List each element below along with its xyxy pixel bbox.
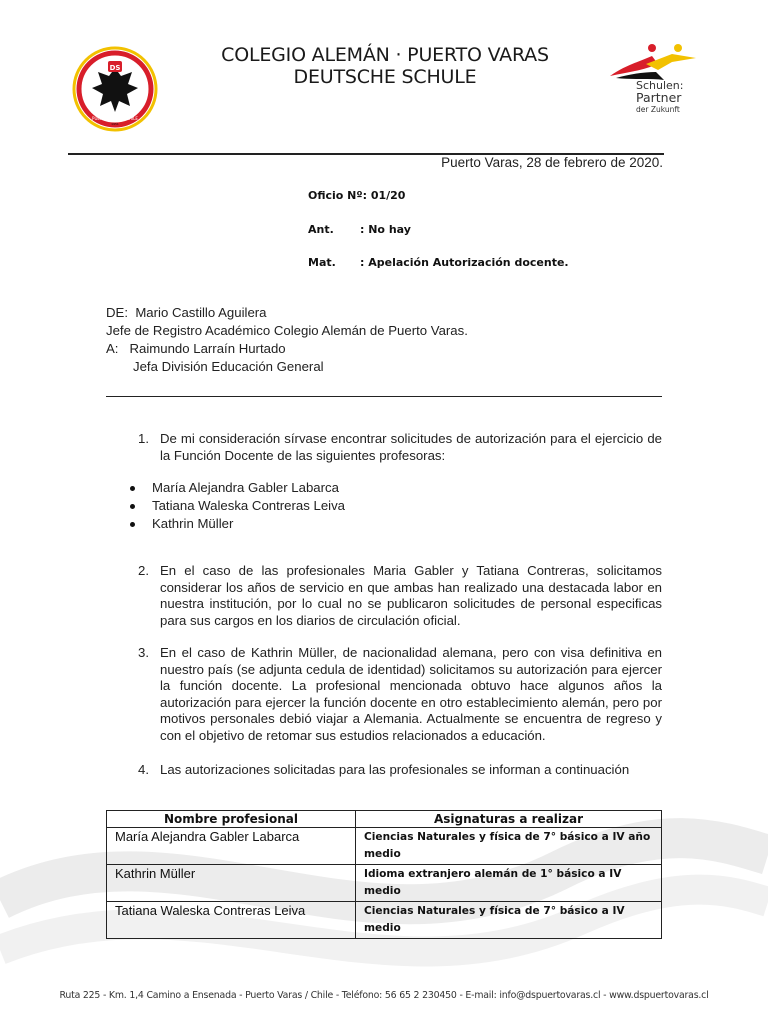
partner-line1: Schulen: bbox=[636, 79, 684, 92]
sender-divider bbox=[106, 396, 662, 397]
paragraph-2-number: 2. bbox=[138, 563, 149, 578]
paragraph-3-text: En el caso de Kathrin Müller, de nacionalidad alemana, pero con visa definitiva en nuestro país (se adjunta cedula de identidad) solicitamos su autorización para ejercer la función docente. La profesional mencionada obtuvo hace algunos años la autorización para ejercer la función docente en otro establecimiento alemán, pero por motivos personales debió viajar a Alemania. Actualmente se encuentra de regreso y con el objetivo de retomar sus estudios relacionados a educación. bbox=[160, 645, 662, 743]
partner-line2: Partner bbox=[636, 90, 682, 105]
paragraph-4-number: 4. bbox=[138, 762, 149, 777]
list-item: María Alejandra Gabler Labarca bbox=[128, 480, 345, 498]
table-cell-name: María Alejandra Gabler Labarca bbox=[107, 828, 356, 865]
table-header-name: Nombre profesional bbox=[107, 811, 356, 828]
de-role: Jefe de Registro Académico Colegio Alemán de Puerto Varas. bbox=[106, 323, 468, 338]
paragraph-1-text: De mi consideración sírvase encontrar solicitudes de autorización para el ejercicio de la Función Docente de las siguientes profesoras: bbox=[160, 431, 662, 463]
de-line bbox=[106, 304, 666, 322]
de-label: DE: bbox=[106, 305, 128, 320]
footer-contact: Ruta 225 - Km. 1,4 Camino a Ensenada - Puerto Varas / Chile - Teléfono: 56 65 2 230450 - E-mail: info@dspuertovaras.cl - www.dspuertovaras.cl bbox=[59, 990, 709, 1001]
ant-line bbox=[308, 223, 411, 236]
mat-value: : Apelación Autorización docente. bbox=[360, 256, 569, 269]
de-name: Mario Castillo Aguilera bbox=[135, 305, 267, 320]
school-title-line1: COLEGIO ALEMÁN · PUERTO VARAS bbox=[221, 44, 549, 66]
oficio-number: Oficio Nº: 01/20 bbox=[308, 189, 406, 202]
table-row bbox=[107, 828, 662, 865]
mat-line bbox=[308, 256, 569, 269]
table-cell-subjects: Idioma extranjero alemán de 1° básico a IV medio bbox=[356, 865, 662, 902]
list-item: Kathrin Müller bbox=[128, 516, 345, 534]
partner-logo-text bbox=[636, 80, 726, 116]
crest-badge-text: DS bbox=[109, 64, 121, 72]
paragraph-1-number: 1. bbox=[138, 431, 149, 446]
school-title bbox=[210, 44, 560, 88]
a-role: Jefa División Educación General bbox=[133, 359, 324, 374]
paragraph-2 bbox=[138, 563, 662, 629]
table-header-row bbox=[107, 811, 662, 828]
sender-block bbox=[106, 304, 666, 376]
paragraph-4 bbox=[138, 762, 662, 779]
letter-date: Puerto Varas, 28 de febrero de 2020. bbox=[441, 155, 663, 170]
paragraph-2-text: En el caso de las profesionales Maria Gabler y Tatiana Contreras, solicitamos considerar los años de servicio en que ambas han realizado una destacada labor en nuestra institución, por lo cual no se publicaron solicitudes de personal especificas para sus cargos en los diarios de circulación oficial. bbox=[160, 563, 662, 628]
crest-year: 1951 bbox=[111, 122, 119, 126]
table-header-subjects: Asignaturas a realizar bbox=[356, 811, 662, 828]
paragraph-4-text: Las autorizaciones solicitadas para las profesionales se informan a continuación bbox=[160, 762, 630, 777]
a-name: Raimundo Larraín Hurtado bbox=[129, 341, 286, 356]
school-crest-logo bbox=[72, 46, 158, 132]
table-row bbox=[107, 902, 662, 939]
crest-ring-text: PUERTO VARAS · CHILE bbox=[92, 116, 138, 121]
ant-value: : No hay bbox=[360, 223, 411, 236]
school-title-line2: DEUTSCHE SCHULE bbox=[293, 66, 477, 88]
paragraph-1 bbox=[138, 431, 662, 464]
a-line bbox=[106, 340, 666, 358]
list-item: Tatiana Waleska Contreras Leiva bbox=[128, 498, 345, 516]
table-cell-name: Tatiana Waleska Contreras Leiva bbox=[107, 902, 356, 939]
paragraph-3 bbox=[138, 645, 662, 744]
teacher-bullet-list bbox=[128, 480, 345, 534]
ant-label: Ant. bbox=[308, 223, 334, 236]
table-cell-name: Kathrin Müller bbox=[107, 865, 356, 902]
table-row bbox=[107, 865, 662, 902]
table-cell-subjects: Ciencias Naturales y física de 7° básico a IV medio bbox=[356, 902, 662, 939]
mat-label: Mat. bbox=[308, 256, 336, 269]
table-cell-subjects: Ciencias Naturales y física de 7° básico a IV año medio bbox=[356, 828, 662, 865]
authorizations-table bbox=[106, 810, 662, 939]
a-label: A: bbox=[106, 341, 119, 356]
paragraph-3-number: 3. bbox=[138, 645, 149, 660]
partner-line3: der Zukunft bbox=[636, 105, 680, 114]
